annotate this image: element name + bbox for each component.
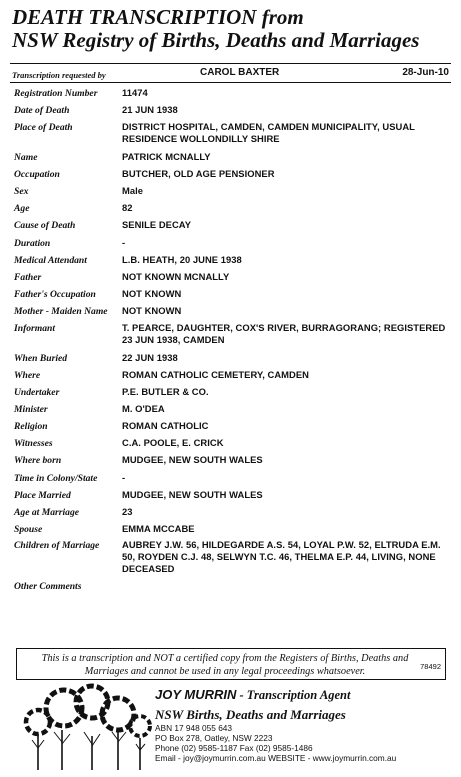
field-label: Children of Marriage (14, 540, 100, 551)
agent-subtitle: NSW Births, Deaths and Marriages (155, 707, 346, 722)
field-value: P.E. BUTLER & CO. (122, 386, 209, 397)
field-label: Name (14, 152, 38, 163)
agent-block (155, 686, 455, 763)
field-label: When Buried (14, 353, 68, 364)
field-value: BUTCHER, OLD AGE PENSIONER (122, 168, 275, 179)
field-label: Duration (14, 238, 51, 249)
field-label: Witnesses (14, 438, 53, 449)
field-value: NOT KNOWN MCNALLY (122, 271, 230, 282)
title-line-2: NSW Registry of Births, Deaths and Marriages (12, 28, 420, 52)
agent-name: JOY MURRIN (155, 687, 237, 702)
field-label: Medical Attendant (14, 255, 87, 266)
disclaimer-text: This is a transcription and NOT a certified copy from the Registers of Births, Deaths and Marriages and cannot be used in any legal proceedings whatsoever. (41, 653, 409, 677)
field-value: - (122, 237, 126, 248)
field-value: AUBREY J.W. 56, HILDEGARDE A.S. 54, LOYAL P.W. 52, ELTRUDA E.M. 50, ROYDEN C.J. 48, SELWYN T.C. 46, THELMA E.P. 44, LIVING, NONE DECEASED (122, 539, 441, 574)
field-label: Age at Marriage (14, 507, 80, 518)
field-label: Age (14, 203, 30, 214)
agent-abn: ABN 17 948 055 643 (155, 723, 233, 733)
agent-heading (155, 686, 455, 704)
field-label: Father's Occupation (14, 289, 96, 300)
field-value: 21 JUN 1938 (122, 104, 178, 115)
field-value: MUDGEE, NEW SOUTH WALES (122, 489, 263, 500)
field-label: Place Married (14, 490, 71, 501)
field-value: 82 (122, 202, 133, 213)
request-date: 28-Jun-10 (402, 67, 449, 78)
requester-name: CAROL BAXTER (200, 67, 280, 78)
field-value: MUDGEE, NEW SOUTH WALES (122, 454, 263, 465)
field-value: L.B. HEATH, 20 JUNE 1938 (122, 254, 242, 265)
field-label: Religion (14, 421, 48, 432)
field-label: Father (14, 272, 42, 283)
field-value: ROMAN CATHOLIC CEMETERY, CAMDEN (122, 369, 309, 380)
field-label: Other Comments (14, 581, 82, 592)
disclaimer-code: 78492 (420, 662, 441, 671)
field-value: SENILE DECAY (122, 219, 192, 230)
agent-phone: Phone (02) 9585-1187 Fax (02) 9585-1486 (155, 743, 313, 753)
field-value: PATRICK MCNALLY (122, 151, 211, 162)
field-value: 22 JUN 1938 (122, 352, 178, 363)
agent-email: Email - joy@joymurrin.com.au WEBSITE - www.joymurrin.com.au (155, 753, 397, 763)
field-label: Spouse (14, 524, 43, 535)
field-label: Sex (14, 186, 29, 197)
agent-title: - Transcription Agent (236, 688, 351, 702)
field-label: Place of Death (14, 122, 73, 133)
field-label: Date of Death (14, 105, 70, 116)
field-value: C.A. POOLE, E. CRICK (122, 437, 224, 448)
field-label: Where born (14, 455, 62, 466)
request-divider (10, 82, 451, 83)
field-label: Registration Number (14, 88, 98, 99)
field-label: Mother - Maiden Name (14, 306, 108, 317)
field-value: ROMAN CATHOLIC (122, 420, 209, 431)
field-label: Cause of Death (14, 220, 76, 231)
field-label: Minister (14, 404, 48, 415)
field-label: Where (14, 370, 41, 381)
field-label: Time in Colony/State (14, 473, 98, 484)
field-value: NOT KNOWN (122, 288, 182, 299)
requested-by-label: Transcription requested by (12, 70, 106, 80)
agent-address: PO Box 278, Oatley, NSW 2223 (155, 733, 273, 743)
document-title (12, 6, 419, 52)
title-line-1: DEATH TRANSCRIPTION from (12, 5, 304, 29)
disclaimer-box (16, 648, 446, 680)
field-value: Male (122, 185, 144, 196)
field-value: DISTRICT HOSPITAL, CAMDEN, CAMDEN MUNICIPALITY, USUAL RESIDENCE WOLLONDILLY SHIRE (122, 121, 415, 144)
field-value: M. O'DEA (122, 403, 165, 414)
field-value: EMMA MCCABE (122, 523, 195, 534)
field-value: NOT KNOWN (122, 305, 182, 316)
field-label: Informant (14, 323, 56, 334)
field-label: Undertaker (14, 387, 60, 398)
request-row (12, 66, 449, 82)
top-divider (10, 63, 451, 64)
field-value: T. PEARCE, DAUGHTER, COX'S RIVER, BURRAGORANG; REGISTERED 23 JUN 1938, CAMDEN (122, 322, 446, 345)
field-value: - (122, 472, 126, 483)
tree-logo-icon (20, 682, 152, 772)
field-value: 23 (122, 506, 133, 517)
field-value: 11474 (122, 87, 148, 98)
field-label: Occupation (14, 169, 60, 180)
